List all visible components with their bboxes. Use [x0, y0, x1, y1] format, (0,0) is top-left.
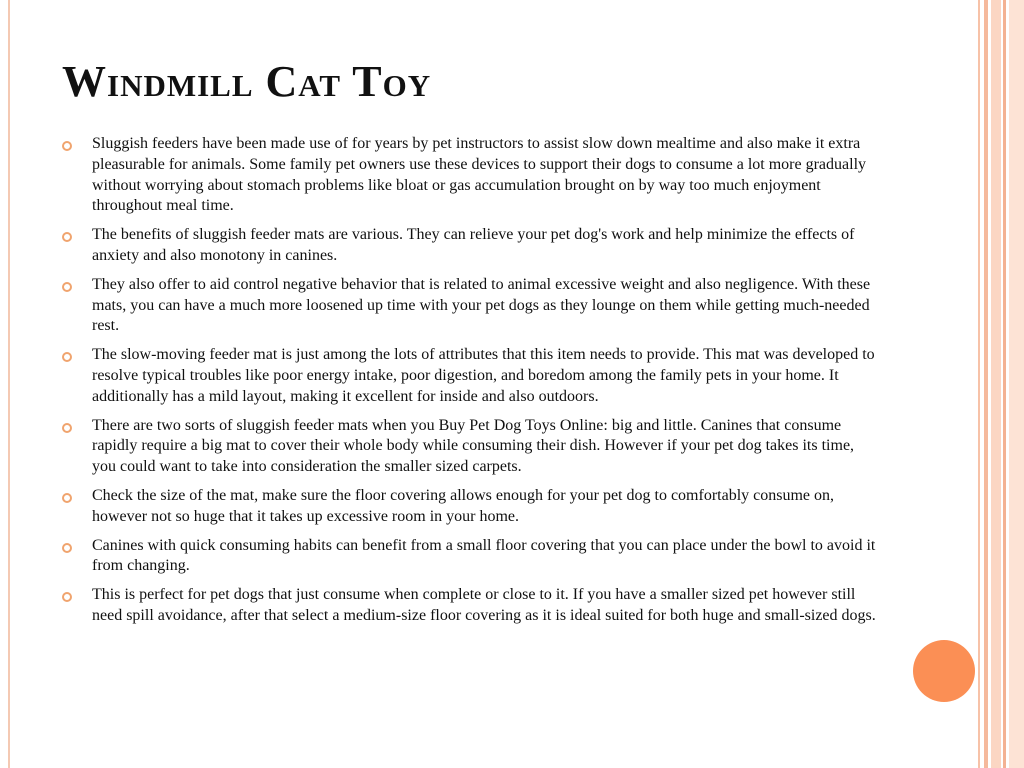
bullet-circle-icon: [62, 232, 72, 242]
right-stripe: [978, 0, 980, 768]
slide-title: Windmill Cat Toy: [62, 57, 432, 106]
bullet-circle-icon: [62, 592, 72, 602]
right-stripe: [1003, 0, 1006, 768]
bullet-text: They also offer to aid control negative behavior that is related to animal excessive weight and also negligence. With these mats, you can have a much more loosened up time with your pet dogs as they lounge on them while getting much-needed rest.: [92, 275, 871, 335]
bullet-text: Canines with quick consuming habits can benefit from a small floor covering that you can place under the bowl to avoid it from changing.: [92, 536, 876, 575]
bullet-circle-icon: [62, 543, 72, 553]
list-item: [62, 225, 882, 267]
bullet-text: This is perfect for pet dogs that just consume when complete or close to it. If you have a smaller sized pet however still need spill avoidance, after that select a medium-size floor covering as it is ideal suited for both huge and small-sized dogs.: [92, 586, 876, 624]
left-border-line: [8, 0, 10, 768]
decorative-circle: [913, 640, 975, 702]
list-item: [62, 486, 882, 528]
bullet-text: There are two sorts of sluggish feeder mats when you Buy Pet Dog Toys Online: big and little. Canines that consume rapidly require a big mat to cover their whole body while consuming their dish. However if your pet dog takes its time, you could want to take into consideration the smaller sized carpets.: [92, 416, 855, 476]
list-item: [62, 536, 882, 578]
list-item: [62, 585, 882, 627]
bullet-circle-icon: [62, 423, 72, 433]
list-item: [62, 345, 882, 407]
bullet-circle-icon: [62, 282, 72, 292]
bullet-circle-icon: [62, 352, 72, 362]
bullet-text: The slow-moving feeder mat is just among the lots of attributes that this item needs to provide. This mat was developed to resolve typical troubles like poor energy intake, poor digestion, and boredom among the family pets in your home. It additionally has a mild layout, making it excellent for inside and also outdoors.: [92, 346, 875, 405]
right-stripe: [984, 0, 988, 768]
right-stripe: [1009, 0, 1024, 768]
bullet-circle-icon: [62, 141, 72, 151]
list-item: [62, 134, 882, 217]
list-item: [62, 416, 882, 478]
right-stripe: [991, 0, 1001, 768]
bullet-list: [62, 134, 882, 635]
bullet-text: Check the size of the mat, make sure the floor covering allows enough for your pet dog to comfortably consume on, however not so huge that it takes up excessive room in your home.: [92, 486, 835, 525]
bullet-text: The benefits of sluggish feeder mats are various. They can relieve your pet dog's work and help minimize the effects of anxiety and also monotony in canines.: [92, 226, 855, 264]
list-item: [62, 275, 882, 337]
bullet-circle-icon: [62, 493, 72, 503]
bullet-text: Sluggish feeders have been made use of for years by pet instructors to assist slow down mealtime and also make it extra pleasurable for animals. Some family pet owners use these devices to support their dogs to consume a lot more gradually without worrying about stomach problems like bloat or gas accumulation brought on by way too much enjoyment throughout meal time.: [92, 135, 867, 215]
